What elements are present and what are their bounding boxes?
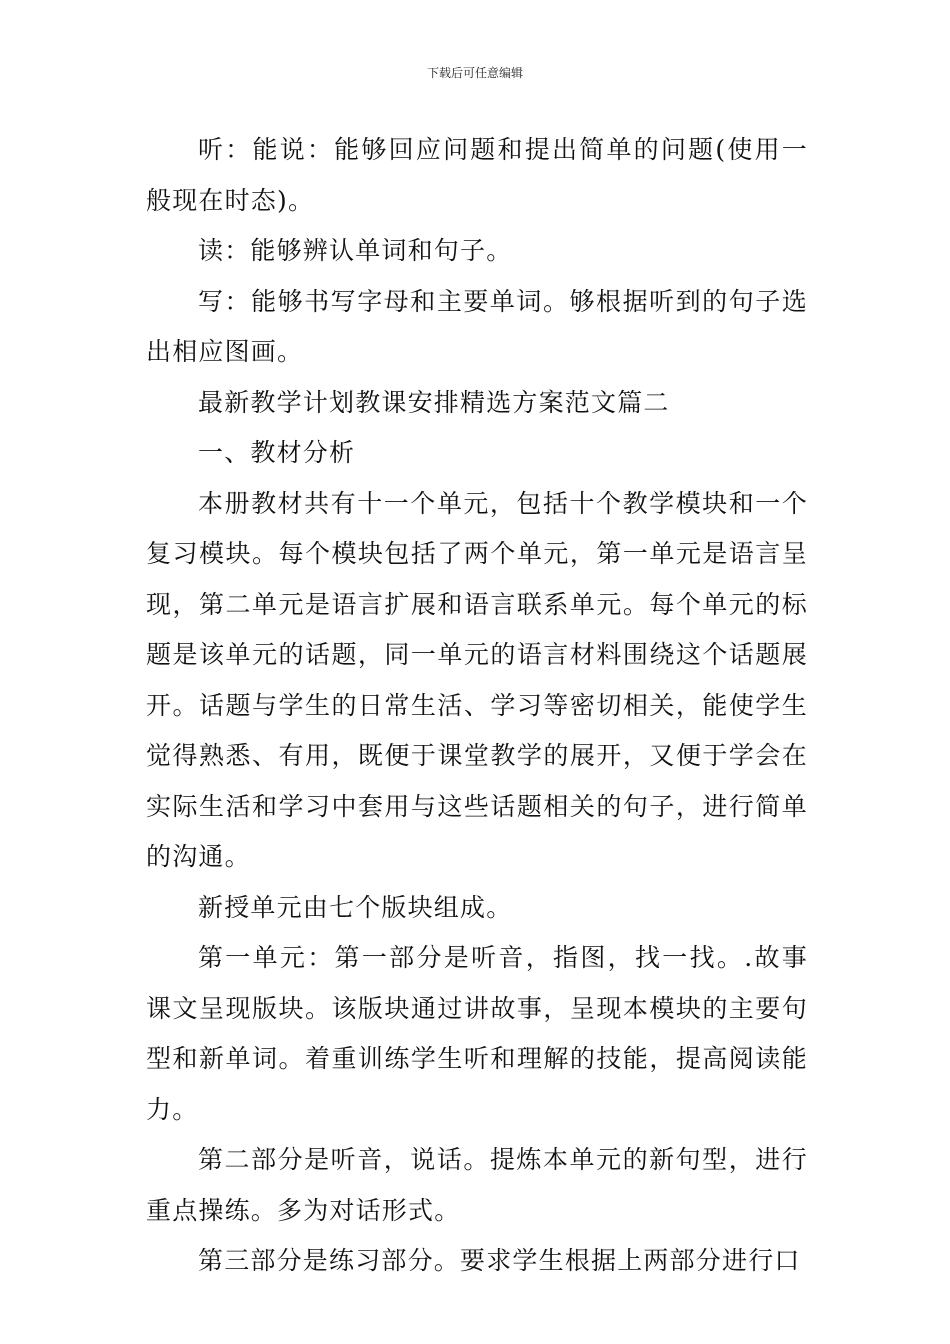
paragraph-new-units: 新授单元由七个版块组成。 <box>198 892 513 922</box>
page-header-note: 下载后可任意编辑 <box>426 66 523 80</box>
document-body <box>146 125 808 1287</box>
paragraph-writing: 写：能够书写字母和主要单词。够根据听到的句子选出相应图画。 <box>146 286 808 366</box>
paragraph-reading: 读：能够辨认单词和句子。 <box>198 236 513 265</box>
paragraph-textbook-overview: 本册教材共有十一个单元，包括十个教学模块和一个复习模块。每个模块包括了两个单元，第一单元是语言呈现，第二单元是语言扩展和语言联系单元。每个单元的标题是该单元的话题，同一单元的语言材料围绕这个话题展开。话题与学生的日常生活、学习等密切相关，能使学生觉得熟悉、有用，既便于课堂教学的展开，又便于学会在实际生活和学习中套用与这些话题相关的句子，进行简单的沟通。 <box>146 488 808 871</box>
section-title: 最新教学计划教课安排精选方案范文篇二 <box>198 387 670 417</box>
paragraph-part-three: 第三部分是练习部分。要求学生根据上两部分进行口 <box>198 1246 801 1275</box>
section-heading-textbook-analysis: 一、教材分析 <box>198 438 356 467</box>
paragraph-listening-speaking: 听：能说：能够回应问题和提出简单的问题(使用一般现在时态)。 <box>146 135 808 215</box>
paragraph-part-two: 第二部分是听音，说话。提炼本单元的新句型，进行重点操练。多为对话形式。 <box>146 1145 808 1225</box>
paragraph-unit-one: 第一单元：第一部分是听音，指图，找一找。.故事课文呈现版块。该版块通过讲故事，呈现本模块的主要句型和新单词。着重训练学生听和理解的技能，提高阅读能力。 <box>146 943 808 1124</box>
